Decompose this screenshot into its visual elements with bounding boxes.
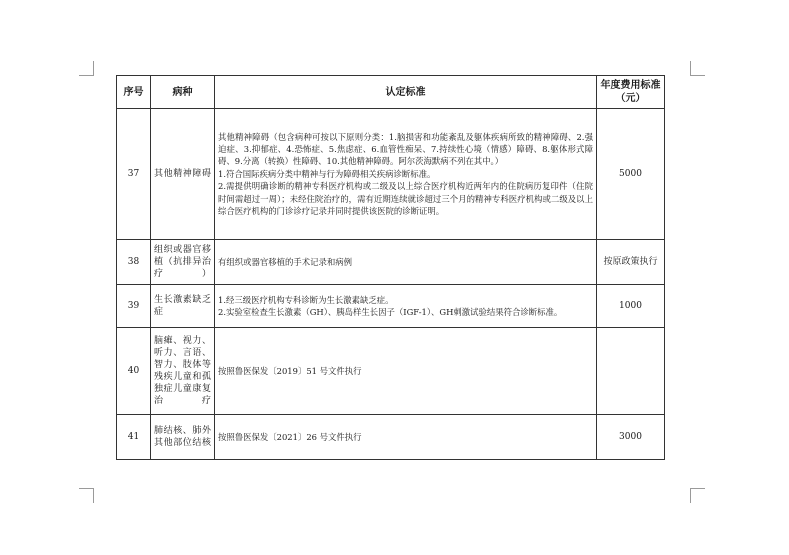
row-no: 38 <box>117 240 151 285</box>
standard-paragraph: 2.需提供明确诊断的精神专科医疗机构或二级及以上综合医疗机构近两年内的住院病历复印件（住院时间需超过一周）；未经住院治疗的，需有近期连续就诊超过三个月的精神专科医疗机构或二级及以上综合医疗机构的门诊诊疗记录并同时提供该医院的诊断证明。 <box>218 181 593 217</box>
table-header-row <box>117 76 665 109</box>
row-fee: 1000 <box>597 285 665 328</box>
row-standard <box>215 109 597 240</box>
standard-paragraph: 按照鲁医保发〔2021〕26 号文件执行 <box>218 431 362 442</box>
table-row <box>117 415 665 460</box>
row-no: 41 <box>117 415 151 460</box>
row-standard <box>215 240 597 285</box>
row-disease: 肺结核、肺外其他部位结核 <box>151 415 215 460</box>
header-standard: 认定标准 <box>215 76 597 109</box>
header-no: 序号 <box>117 76 151 109</box>
table-row <box>117 109 665 240</box>
standard-paragraph: 1.符合国际疾病分类中精神与行为障碍相关疾病诊断标准。 <box>218 168 436 179</box>
header-fee: 年度费用标准（元） <box>597 76 665 109</box>
row-no: 40 <box>117 328 151 415</box>
row-fee <box>597 328 665 415</box>
disease-standard-table <box>116 75 665 460</box>
row-fee: 3000 <box>597 415 665 460</box>
table-row <box>117 240 665 285</box>
table-row <box>117 328 665 415</box>
row-fee: 5000 <box>597 109 665 240</box>
row-disease: 脑瘫、视力、听力、言语、智力、肢体等残疾儿童和孤独症儿童康复治疗 <box>151 328 215 415</box>
row-fee: 按原政策执行 <box>597 240 665 285</box>
row-disease: 组织或器官移植（抗排异治疗） <box>151 240 215 285</box>
crop-mark-top-left <box>79 61 94 76</box>
standard-paragraph: 1.经三级医疗机构专科诊断为生长激素缺乏症。 <box>218 294 394 305</box>
row-disease: 生长激素缺乏症 <box>151 285 215 328</box>
standard-paragraph: 有组织或器官移植的手术记录和病例 <box>218 256 352 267</box>
row-standard <box>215 415 597 460</box>
standard-paragraph: 其他精神障碍（包含病种可按以下原则分类：1.脑损害和功能紊乱及躯体疾病所致的精神障碍、2.强迫症、3.抑郁症、4.恐怖症、5.焦虑症、6.血管性痴呆、7.持续性心境（情感）障碍、8.躯体形式障碍、9.分离（转换）性障碍、10.其他精神障碍。阿尔茨海默病不列在其中。） <box>218 131 593 167</box>
row-no: 37 <box>117 109 151 240</box>
header-disease: 病种 <box>151 76 215 109</box>
standard-paragraph: 按照鲁医保发〔2019〕51 号文件执行 <box>218 365 362 376</box>
crop-mark-bottom-right <box>690 488 705 503</box>
table-row <box>117 285 665 328</box>
row-standard <box>215 285 597 328</box>
crop-mark-top-right <box>690 61 705 76</box>
crop-mark-bottom-left <box>79 488 94 503</box>
row-disease: 其他精神障碍 <box>151 109 215 240</box>
row-standard <box>215 328 597 415</box>
standard-paragraph: 2.实验室检查生长激素（GH）、胰岛样生长因子（IGF-1）、GH刺激试验结果符合诊断标准。 <box>218 307 563 317</box>
row-no: 39 <box>117 285 151 328</box>
